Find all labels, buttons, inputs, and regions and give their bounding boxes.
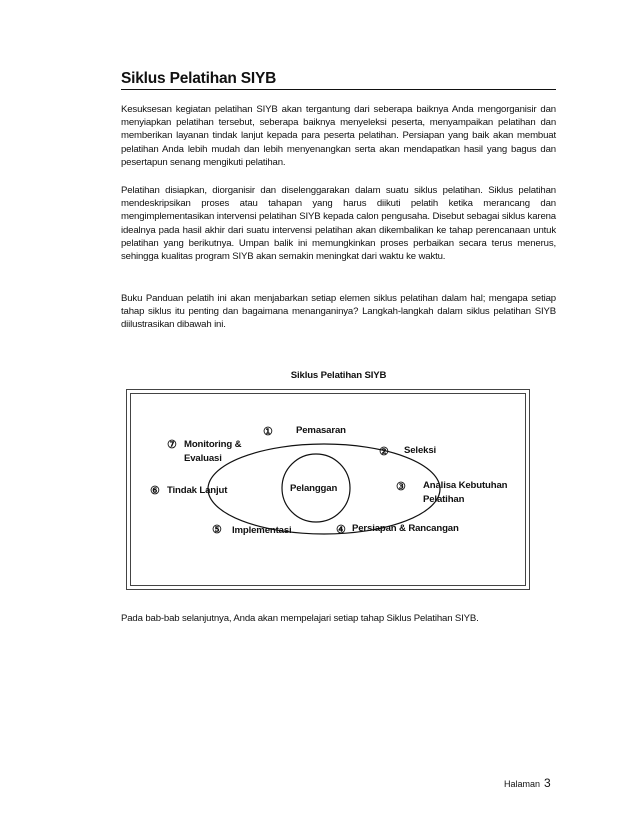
page-number-value: 3 xyxy=(544,776,551,790)
step-6-number: ⑥ xyxy=(150,485,160,497)
step-7-number: ⑦ xyxy=(167,439,177,451)
step-4-label: Persiapan & Rancangan xyxy=(352,523,459,534)
step-7-label: Monitoring & xyxy=(184,439,242,450)
paragraph-1: Kesuksesan kegiatan pelatihan SIYB akan tergantung dari seberapa baiknya Anda mengorganisir dan menyiapkan pelatihan tersebut, seberapa baiknya menyeleksi peserta, menyampaikan pelatihan dan memberikan layanan tindak lanjut kepada para peserta pelatihan. Persiapan yang baik akan membuat pelatihan Anda lebih mudah dan lebih menyenangkan serta akan mendapatkan hasil yang bagus dan pesertapun senang mengikuti pelatihan. xyxy=(121,104,556,168)
step-2-number: ② xyxy=(379,446,389,458)
paragraph-2: Pelatihan disiapkan, diorganisir dan diselenggarakan dalam suatu siklus pelatihan. Siklus pelatihan mendeskripsikan proses atau tahapan yang harus diikuti pelatih ketika merancang dan mengimplementasikan intervensi pelatihan SIYB kepada calon pengusaha. Disebut sebagai siklus karena idealnya pada hasil akhir dari suatu intervensi pelatihan akan dikembalikan ke tahap perencanaan untuk pelatihan yang berikutnya. Umpan balik ini memungkinkan proses perbaikan secara terus menerus, sehingga kualitas program SIYB akan semakin meningkat dari waktu ke waktu. xyxy=(121,185,556,263)
step-2-label: Seleksi xyxy=(404,445,437,456)
page-title: Siklus Pelatihan SIYB xyxy=(121,70,556,90)
step-3-label: Analisa Kebutuhan xyxy=(423,480,508,491)
page-label: Halaman xyxy=(504,779,541,789)
step-4-number: ④ xyxy=(336,524,346,536)
diagram-caption: Siklus Pelatihan SIYB xyxy=(290,370,387,381)
step-1-label: Pemasaran xyxy=(296,425,346,436)
center-label: Pelanggan xyxy=(290,483,338,494)
page-number xyxy=(504,776,551,790)
step-5-label: Implementasi xyxy=(232,525,292,536)
step-5-number: ⑤ xyxy=(212,524,222,536)
step-6-label: Tindak Lanjut xyxy=(167,485,228,496)
step-1-number: ① xyxy=(263,426,273,438)
step-7-label-line2: Evaluasi xyxy=(184,453,222,464)
step-3-label-line2: Pelatihan xyxy=(423,494,465,505)
step-3-number: ③ xyxy=(396,481,406,493)
paragraph-3: Buku Panduan pelatih ini akan menjabarkan setiap elemen siklus pelatihan dalam hal; mengapa setiap tahap siklus itu penting dan bagaimana menanganinya? Langkah-langkah dalam siklus pelatihan SIYB diilustrasikan dibawah ini. xyxy=(121,293,556,331)
closing-paragraph: Pada bab-bab selanjutnya, Anda akan mempelajari setiap tahap Siklus Pelatihan SIYB. xyxy=(121,613,479,624)
